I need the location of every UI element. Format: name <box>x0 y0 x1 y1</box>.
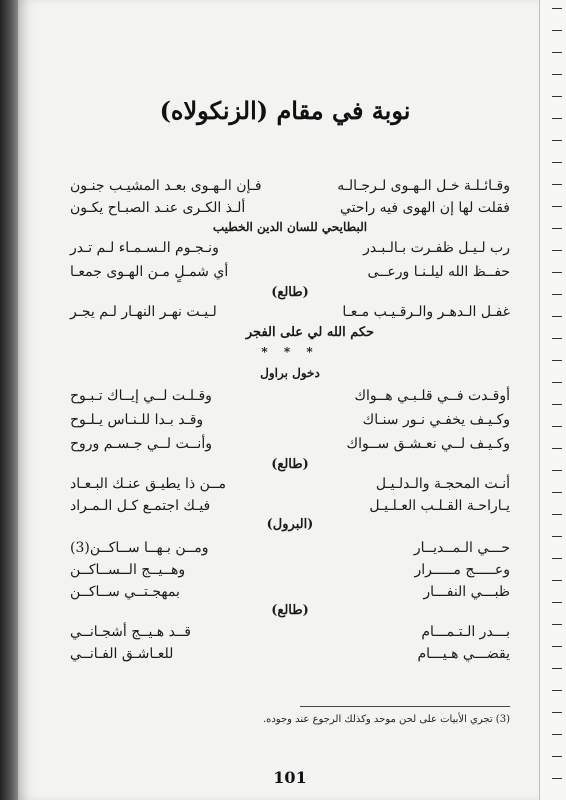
verse-line <box>70 644 510 664</box>
verse-line <box>70 302 510 322</box>
verse-line <box>70 538 510 558</box>
spiral-binding <box>539 0 566 800</box>
verse-first-hemistich: وقـائـلـة خـل الـهـوى لـرجـالـه <box>337 178 510 194</box>
verse-second-hemistich: وقـلـت لــي إيــاك تـبـوح <box>70 388 212 404</box>
verse-second-hemistich: للعـاشـق الفـانــي <box>70 646 174 662</box>
verse-line <box>70 262 510 282</box>
page-title: نوبة في مقام (الزنكولاه) <box>159 96 411 125</box>
section-label-tali: (طالع) <box>271 457 309 472</box>
verse-line <box>70 560 510 580</box>
verse-second-hemistich: وهــيــج الــســاكــن <box>70 562 186 578</box>
verse-first-hemistich: رب لـيـل ظفـرت بـالـبـدر <box>363 240 510 256</box>
section-divider-stars: * * * <box>261 345 319 359</box>
verse-first-hemistich: أنـت المحجـة والـدلـيـل <box>375 476 510 492</box>
verse-second-hemistich: بمهجـتــي ســاكــن <box>70 584 180 600</box>
verse-first-hemistich: حفــظ الله ليلـنـا ورعــى <box>367 264 510 280</box>
verse-line <box>70 622 510 642</box>
verse-first-hemistich: غفـل الـدهـر والـرقـيـب مـعـا <box>342 304 510 320</box>
verse-first-hemistich: يقضـــي هـيـــام <box>417 646 510 662</box>
verse-line <box>70 410 510 430</box>
verse-second-hemistich: ومــن بـهــا ســاكــن(3) <box>70 540 209 556</box>
author-line: البطايحي للسان الدين الخطيب <box>212 220 368 234</box>
scan-edge-shadow <box>0 0 18 800</box>
verse-first-hemistich: حـــي الـمــديــار <box>413 540 510 556</box>
verse-second-hemistich: فيـك اجتمـع كـل الـمـراد <box>70 498 211 514</box>
closing-line: حكم الله لي على الفجر <box>245 325 375 340</box>
page-number: 101 <box>273 768 307 787</box>
verse-first-hemistich: أوقـدت فــي قلـبـي هــواك <box>354 388 510 404</box>
verse-first-hemistich: وكـيـف يخفـي نـور سنـاك <box>362 412 510 428</box>
footnote-separator <box>300 706 510 707</box>
verse-first-hemistich: يـاراحـة القـلـب العـلـيـل <box>369 498 510 514</box>
footnote: (3) تجري الأبيات على لحن موحد وكذلك الرجوع عند وجوده. <box>262 714 510 725</box>
verse-second-hemistich: لـيـت نهـر النهـار لـم يجـر <box>70 304 217 320</box>
verse-second-hemistich: وقـد بـدا للـنـاس يـلـوح <box>70 412 204 428</box>
verse-second-hemistich: وأنــت لــي جـسـم وروح <box>70 436 212 452</box>
entry-line: دخول براول <box>260 366 320 380</box>
verse-second-hemistich: مــن ذا يطيـق عنـك البـعـاد <box>70 476 226 492</box>
verse-first-hemistich: وعـــــج مـــــرار <box>414 562 510 578</box>
verse-line <box>70 582 510 602</box>
verse-line <box>70 386 510 406</box>
verse-second-hemistich: فـإن الـهـوى بعـد المشيـب جنـون <box>70 178 262 194</box>
verse-line <box>70 238 510 258</box>
verse-line <box>70 198 510 218</box>
verse-first-hemistich: فقلت لها إن الهوى فيه راحتي <box>340 200 510 216</box>
verse-first-hemistich: وكـيـف لــي نعـشـق ســواك <box>346 436 510 452</box>
verse-second-hemistich: ألـذ الكـرى عنـد الصبـاح يكـون <box>70 200 246 216</box>
verse-first-hemistich: ظبـــي النفـــار <box>423 584 510 600</box>
verse-line <box>70 496 510 516</box>
section-label-burul: (البرول) <box>266 517 314 532</box>
verse-second-hemistich: أي شمـلٍ مـن الهـوى جمعـا <box>70 264 229 280</box>
verse-first-hemistich: بـــدر الـتـمـــام <box>421 624 510 640</box>
verse-second-hemistich: ونـجـوم الـسـمـاء لـم تـدر <box>70 240 219 256</box>
section-label-tali: (طالع) <box>271 603 309 618</box>
verse-line <box>70 474 510 494</box>
section-label-tali: (طالع) <box>271 285 309 300</box>
verse-line <box>70 434 510 454</box>
verse-second-hemistich: قــد هـيــج أشجـانــي <box>70 624 191 640</box>
verse-line <box>70 176 510 196</box>
